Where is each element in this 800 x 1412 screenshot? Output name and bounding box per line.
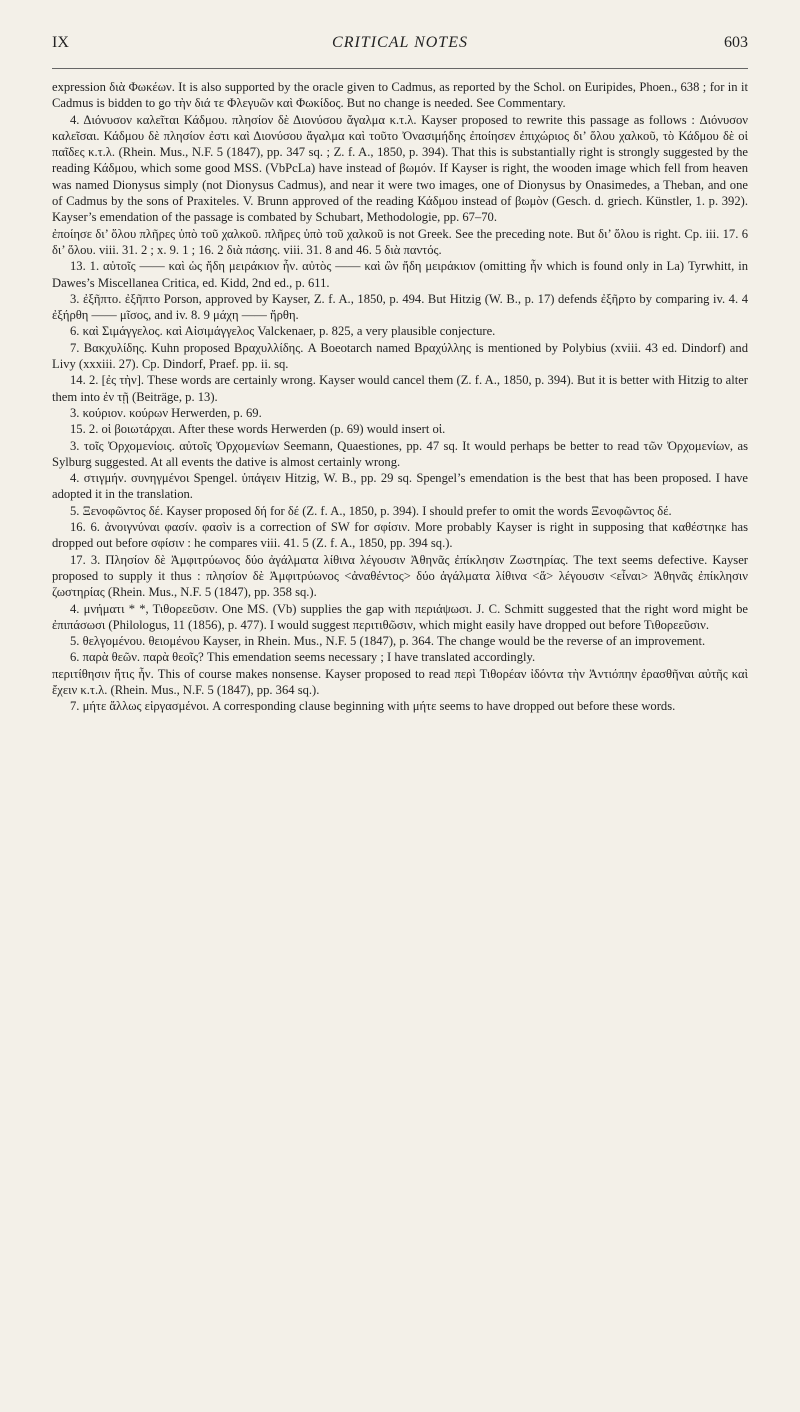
note-paragraph: 16. 6. ἀνοιγνύναι φασίν. φασὶν is a correction of SW for σφίσιν. More probably Kayser is right in supposing that καθέστηκε has dropped out before σφίσιν : he compares viii. 41. 5 (Z. f. A., 1850, pp. 394 sq.).: [52, 520, 748, 551]
note-paragraph: 3. τοῖς Ὀρχομενίοις. αὐτοῖς Ὀρχομενίων Seemann, Quaestiones, pp. 47 sq. It would perhaps be better to read τῶν Ὀρχομενίων, as Sylburg suggested. At all events the dative is almost certainly wrong.: [52, 438, 748, 469]
note-paragraph: expression διὰ Φωκέων. It is also supported by the oracle given to Cadmus, as reported by the Schol. on Euripides, Phoen., 638 ; for in it Cadmus is bidden to go τὴν διά τε Φλεγυῶν καὶ Φωκίδος. But no change is needed. See Commentary.: [52, 80, 748, 111]
note-paragraph: 3. ἐξῆπτο. ἐξῆπτο Porson, approved by Kayser, Z. f. A., 1850, p. 494. But Hitzig (W. B., p. 17) defends ἐξῆρτο by comparing iv. 4. 4 ἐξήρθη —— μῖσος, and iv. 8. 9 μάχη —— ἤρθη.: [52, 291, 748, 323]
note-paragraph: περιτίθησιν ἥτις ἦν. This of course makes nonsense. Kayser proposed to read περὶ Τιθορέαν ἰδόντα τὴν Ἀντιόπην ἐρασθῆναι αὐτῆς καὶ ἔχειν κ.τ.λ. (Rhein. Mus., N.F. 5 (1847), pp. 364 sq.).: [52, 666, 748, 697]
note-paragraph: 7. Βακχυλίδης. Kuhn proposed Βραχυλλίδης. A Boeotarch named Βραχύλλης is mentioned by Polybius (xviii. 43 ed. Dindorf) and Livy (xxxiii. 27). Cp. Dindorf, Praef. pp. ii. sq.: [52, 340, 748, 372]
running-title: CRITICAL NOTES: [332, 34, 468, 51]
note-paragraph: 15. 2. οἱ βοιωτάρχαι. After these words Herwerden (p. 69) would insert οἱ.: [70, 422, 446, 437]
notes-body: [52, 79, 748, 715]
note-paragraph: 5. Ξενοφῶντος δέ. Kayser proposed δή for δέ (Z. f. A., 1850, p. 394). I should prefer to omit the words Ξενοφῶντος δέ.: [70, 503, 672, 518]
note-paragraph: 4. στιγμήν. συνηγμένοι Spengel. ὑπάγειν Hitzig, W. B., pp. 29 sq. Spengel’s emendation is the best that has been proposed. I have adopted it in the translation.: [52, 471, 748, 502]
note-paragraph: 17. 3. Πλησίον δὲ Ἀμφιτρύωνος δύο ἀγάλματα λίθινα λέγουσιν Ἀθηνᾶς ἐπίκλησιν Ζωστηρίας. The text seems defective. Kayser proposed to supply it thus : πλησίον δὲ Ἀμφιτρύωνος <ἀναθέντος> δύο ἀγάλματα λίθινα <ἅ> λέγουσιν <εἶναι> Ἀθηνᾶς ἐπίκλησιν ζωστηρίας (Rhein. Mus., N.F. 5 (1847), pp. 358 sq.).: [52, 552, 748, 600]
note-paragraph: 5. θελγομένου. θειομένου Kayser, in Rhein. Mus., N.F. 5 (1847), p. 364. The change would be the reverse of an improvement.: [70, 634, 706, 649]
chapter-number: IX: [52, 34, 69, 51]
header-rule: [52, 68, 748, 69]
note-paragraph: 7. μήτε ἄλλως εἰργασμένοι. A corresponding clause beginning with μήτε seems to have dropped out before these words.: [70, 699, 676, 714]
note-paragraph: 4. Διόνυσον καλεῖται Κάδμου. πλησίον δὲ Διονύσου ἄγαλμα κ.τ.λ. Kayser proposed to rewrite this passage as follows : Διόνυσον καλεῖσαι. Κάδμου δὲ πλησίον ἐστι καὶ Διονύσου ἄγαλμα καὶ τοῦτο Ὀνασιμήδης ἐποίησεν ἐπιχώριος δι’ ὅλου χαλκοῦ, τὸ Κάδμου δὲ οἱ παῖδες κ.τ.λ. (Rhein. Mus., N.F. 5 (1847), pp. 347 sq. ; Z. f. A., 1850, p. 394). That this is substantially right is strongly suggested by the reading Κάδμου, which some good MSS. (VbPcLa) have instead of βωμόν. If Kayser is right, the wooden image which fell from heaven was named Dionysus simply (not Dionysus Cadmus), and near it were two images, one of Dionysus by Onasimedes, a Theban, and one of Cadmus by the sons of Praxiteles. V. Brunn approved of the reading Κάδμου instead of βωμὸν (Gesch. d. griech. Künstler, 1. p. 392). Kayser’s emendation of the passage is combated by Schubart, Methodologie, pp. 67–70.: [52, 112, 748, 225]
note-paragraph: 3. κούριον. κούρων Herwerden, p. 69.: [70, 405, 262, 420]
running-header: [52, 28, 748, 58]
note-paragraph: ἐποίησε δι’ ὅλου πλῆρες ὑπὸ τοῦ χαλκοῦ. πλῆρες ὑπὸ τοῦ χαλκοῦ is not Greek. See the preceding note. But δι’ ὅλου is right. Cp. iii. 17. 6 δι’ ὅλου. viii. 31. 2 ; x. 9. 1 ; 16. 2 διὰ πάσης. viii. 31. 8 and 46. 5 διὰ παντός.: [52, 226, 748, 257]
page-number: 603: [724, 34, 748, 51]
note-paragraph: 6. καὶ Σιμάγγελος. καὶ Αἰσιμάγγελος Valckenaer, p. 825, a very plausible conjecture.: [70, 324, 496, 339]
note-paragraph: 14. 2. [ἐς τὴν]. These words are certainly wrong. Kayser would cancel them (Z. f. A., 1850, p. 394). But it is better with Hitzig to alter them into ἐν τῇ (Beiträge, p. 13).: [52, 373, 748, 404]
note-paragraph: 4. μνήματι * *, Τιθορεεῦσιν. One MS. (Vb) supplies the gap with περιάψωσι. J. C. Schmitt suggested that the right word might be ἐπιπάσωσι (Philologus, 11 (1856), p. 477). I would suggest περιτιθῶσιν, which might easily have dropped out before Τιθορεεῦσιν.: [52, 601, 748, 632]
note-paragraph: 13. 1. αὐτοῖς —— καὶ ὡς ἤδη μειράκιον ἦν. αὐτὸς —— καὶ ὢν ἤδη μειράκιον (omitting ἦν which is found only in La) Tyrwhitt, in Dawes’s Miscellanea Critica, ed. Kidd, 2nd ed., p. 611.: [52, 259, 748, 290]
note-paragraph: 6. παρὰ θεῶν. παρὰ θεοῖς? This emendation seems necessary ; I have translated accordingly.: [70, 650, 536, 665]
